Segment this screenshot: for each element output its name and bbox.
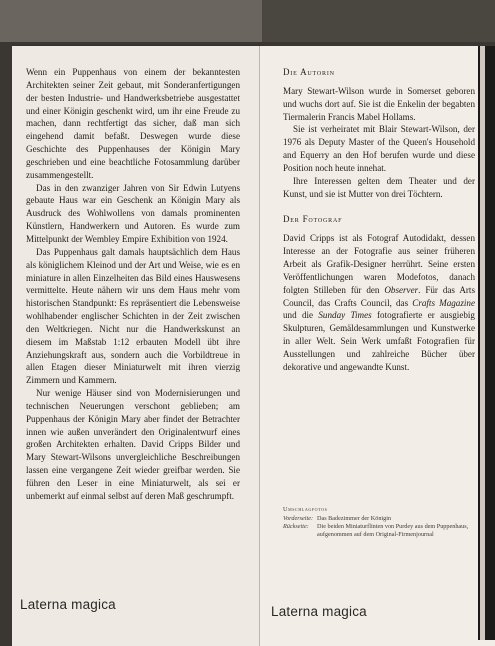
caption-front-text: Das Badezimmer der Königin [317, 515, 392, 522]
crafts-magazine-title: Crafts Magazine [412, 297, 475, 308]
left-paragraph-1: Wenn ein Puppenhaus von einem der bekanntesten Architekten seiner Zeit gebaut, mit Sonderanfertigungen der besten Industrie- und Handwerksbetriebe ausgestattet und einer Königin geschenkt wird, um ihr eine Freude zu machen, dann rechtfertigt das sicher, daß man sich eingehend damit befaßt. Deswegen wurde diese Geschichte des Puppenhauses der Königin Mary geschrieben und eine beachtliche Fotosammlung darüber zusammengestellt. [26, 67, 240, 180]
background-top [0, 0, 495, 42]
caption-back-text: Die beiden Miniaturflinten von Purdey aus dem Puppenhaus, aufgenommen auf dem Original-Firmenjournal [317, 523, 469, 538]
author-heading: Die Autorin [283, 67, 335, 77]
captions-heading: Umschlagfotos [283, 506, 328, 513]
left-paragraph-3: Das Puppenhaus galt damals hauptsächlich dem Haus als königlichem Kleinod und der Art und Weise, wie es en miniature in allen Einzelheiten das Bild eines Hauswesens vermittelte. Heute nähern wir uns dem Haus mehr vom historischen Standpunkt: Es repräsentiert die Lebensweise wohlhabender englischer Schichten in der Zeit zwischen den Weltkriegen. Nicht nur die Handwerkskunst an diesem im Maßstab 1:12 erbauten Modell übt ihre Anziehungskraft aus, sondern auch die Vorbildtreue in allen Etagen dieser Miniaturwelt mit ihren vierzig Zimmern und Kammern. [26, 246, 240, 386]
right-text-column [283, 66, 475, 374]
caption-front-label: Vorderseite: [283, 515, 314, 522]
caption-back [283, 523, 473, 539]
left-text-column [26, 66, 240, 503]
publisher-logo-right: Laterna magica [271, 604, 367, 619]
cover-photo-captions [283, 506, 473, 539]
book-edge [478, 46, 495, 640]
left-paragraph-4: Nur wenige Häuser sind von Modernisierungen und technischen Neuerungen verschont geblieben; am Puppenhaus der Königin Mary aber findet der Betrachter innen wie außen unverändert den Originalentwurf eines großen Architekten erhalten. David Cripps Bilder und Mary Stewart-Wilsons unvergleichliche Beschreibungen lassen eine vergangene Zeit wieder greifbar werden. Sie führen den Leser in eine Miniaturwelt, als sei er unbemerkt auf einmal selbst auf deren Maß geschrumpft. [26, 388, 240, 501]
caption-back-label: Rückseite: [283, 523, 309, 530]
photographer-paragraph [283, 232, 475, 373]
publisher-logo-left: Laterna magica [20, 597, 116, 612]
photographer-text-c: und die [283, 310, 319, 321]
photographer-text-d: fotografierte er ausgiebig Skulpturen, Gemäldesammlungen und Kunstwerke in aller Welt. Sein Werk umfaßt Fotografien für Ausstellungen und zahlreiche Bücher über dekorative und angewandte Kunst. [283, 310, 475, 372]
author-paragraph-2: Sie ist verheiratet mit Blair Stewart-Wilson, der 1976 als Deputy Master of the Queen's Household and Equerry an den Hof berufen wurde und diese Position noch heute innehat. [283, 124, 475, 173]
author-paragraph-1: Mary Stewart-Wilson wurde in Somerset geboren und wuchs dort auf. Sie ist die Enkelin der begabten Tiermalerin Francis Mabel Hollams. [283, 85, 475, 122]
observer-title: Observer [384, 284, 419, 295]
author-paragraph-3: Ihre Interessen gelten dem Theater und der Kunst, und sie ist Mutter von drei Töchtern. [283, 175, 475, 199]
photographer-text-b: . Für das Arts Council, das Crafts Council, das [283, 284, 475, 308]
photographer-text-a: David Cripps ist als Fotograf Autodidakt, dessen Interesse an der Fotografie aus seiner früheren Arbeit als Grafik-Designer herrührt. Seine ersten Veröffentlichungen waren Modefotos, danach folgten Stilleben für den [283, 233, 475, 295]
photographer-heading: Der Fotograf [283, 214, 343, 225]
left-paragraph-2: Das in den zwanziger Jahren von Sir Edwin Lutyens gebaute Haus war ein Geschenk an Königin Mary als Ausdruck des Wohlwollens von damals prominenten Künstlern, Handwerkern und Autoren. Es wurde zum Mittelpunkt der Wembley Empire Exhibition von 1924. [26, 182, 240, 244]
sunday-times-title: Sunday Times [318, 310, 372, 321]
caption-front [283, 515, 473, 523]
